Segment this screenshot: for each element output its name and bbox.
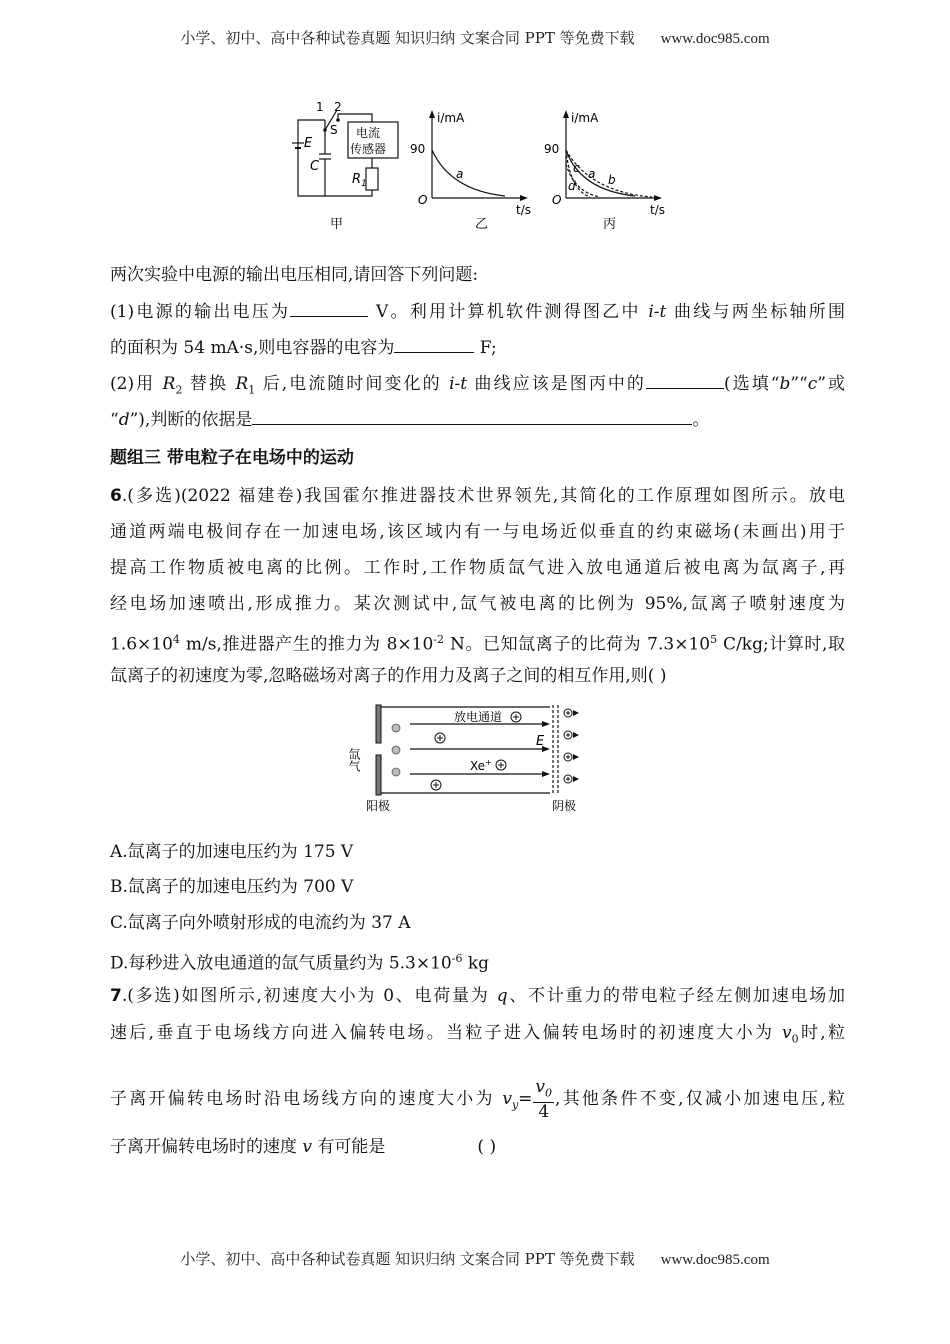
label-1: 1 [316,100,324,114]
figure-capacitor-experiment [290,98,670,238]
q2-blank-reason[interactable] [252,408,692,425]
label-channel: 放电通道 [454,710,503,724]
fraction-v0-over-4: $\frac{v_0}{4}$ [535,1077,553,1123]
bing-origin: O [552,193,562,207]
bing-curve-a: a [588,167,596,181]
q7-line2: 速后,垂直于电场线方向进入偏转电场。当粒子进入偏转电场时的初速度大小为 $v_0$时,粒 [110,1023,845,1046]
yi-origin: O [418,193,428,207]
label-sensor-1: 电流 [356,126,381,140]
bing-ylabel: i/mA [571,111,599,125]
bing-xlabel: t/s [650,203,665,217]
q6-line6: 氙离子的初速度为零,忽略磁场对离子的作用力及离子之间的相互作用,则( ) [110,666,667,686]
bing-curve-d: d [568,179,576,193]
label-sensor-2: 传感器 [350,142,387,156]
label-gas: 氙气 [347,748,361,772]
yi-xlabel: t/s [516,203,531,217]
q7-line3: 子离开偏转电场时沿电场线方向的速度大小为 $v_y=$ $\frac{v_0}{4}$ ,其他条件不变,仅减小加速电压,粒 [110,1077,845,1123]
option-a[interactable]: A.氙离子的加速电压约为 175 V [110,842,354,862]
q2-blank-curve[interactable] [646,372,724,389]
page-header [0,27,950,48]
yi-curve-a: a [456,167,464,181]
label-cathode: 阴极 [552,799,577,813]
q6-line3: 提高工作物质被电离的比例。工作时,工作物质氙气进入放电通道后被电离为氙离子,再 [110,558,845,578]
section-title: 题组三 带电粒子在电场中的运动 [110,448,354,468]
bing-curve-b: b [608,173,616,187]
q1-blank-capacitance[interactable] [394,336,474,353]
q1-line1: (1)电源的输出电压为 V。利用计算机软件测得图乙中 i-t 曲线与两坐标轴所围 [110,302,845,322]
bing-tick: 90 [544,142,560,156]
option-c[interactable]: C.氙离子向外喷射形成的电流约为 37 A [110,913,411,933]
intro-line: 两次实验中电源的输出电压相同,请回答下列问题: [110,265,479,285]
option-b[interactable]: B.氙离子的加速电压约为 700 V [110,877,354,897]
label-field: E [536,734,545,749]
option-d[interactable]: D.每秒进入放电通道的氙气质量约为 $5.3\times 10^{-6}$ kg [110,952,490,974]
label-e: E [304,136,313,151]
q2-line2: “d”),判断的依据是 。 [110,410,710,430]
label-anode: 阳极 [366,799,391,813]
caption-bing: 丙 [603,217,617,232]
page-footer [0,1248,950,1269]
header-url[interactable]: www.doc985.com [660,31,770,47]
q6-line4: 经电场加速喷出,形成推力。某次测试中,氙气被电离的比例为 95%,氙离子喷射速度为 [110,594,845,614]
yi-ylabel: i/mA [437,111,465,125]
footer-text: 小学、初中、高中各种试卷真题 知识归纳 文案合同 PPT 等免费下载 [180,1250,635,1268]
label-r1: $R_1$ [352,172,367,189]
q6-line1: 6.(多选)(2022 福建卷)我国霍尔推进器技术世界领先,其简化的工作原理如图所示。放电 [110,486,845,506]
caption-yi: 乙 [475,217,489,232]
header-text: 小学、初中、高中各种试卷真题 知识归纳 文案合同 PPT 等免费下载 [180,29,635,47]
footer-url[interactable]: www.doc985.com [660,1252,770,1268]
label-s: S [330,123,338,137]
figure-hall-thruster [347,700,610,820]
yi-tick: 90 [410,142,426,156]
q6-line5: $1.6\times 10^4$ m/s,推进器产生的推力为 $8\times 10^{-2}$ N。已知氙离子的比荷为 $7.3\times 10^5$ C/kg;计算时,取 [110,633,845,655]
caption-jia: 甲 [330,217,344,232]
label-2: 2 [334,100,342,114]
label-ion: Xe+ [470,758,492,773]
q7-line1: 7.(多选)如图所示,初速度大小为 0、电荷量为 q、不计重力的带电粒子经左侧加速电场加 [110,986,845,1006]
bing-curve-c: c [573,161,580,175]
q6-line2: 通道两端电极间存在一加速电场,该区域内有一与电场近似垂直的约束磁场(未画出)用于 [110,522,845,542]
q7-line4: 子离开偏转电场时的速度 v 有可能是 ( ) [110,1137,497,1157]
label-c: C [310,159,320,174]
q2-line1: (2)用 $R_2$ 替换 $R_1$ 后,电流随时间变化的 i-t 曲线应该是图丙中的 (选填“b”“c”或 [110,374,846,397]
q1-blank-voltage[interactable] [290,300,368,317]
q1-line2: 的面积为 54 mA·s,则电容器的电容为 F; [110,338,497,358]
